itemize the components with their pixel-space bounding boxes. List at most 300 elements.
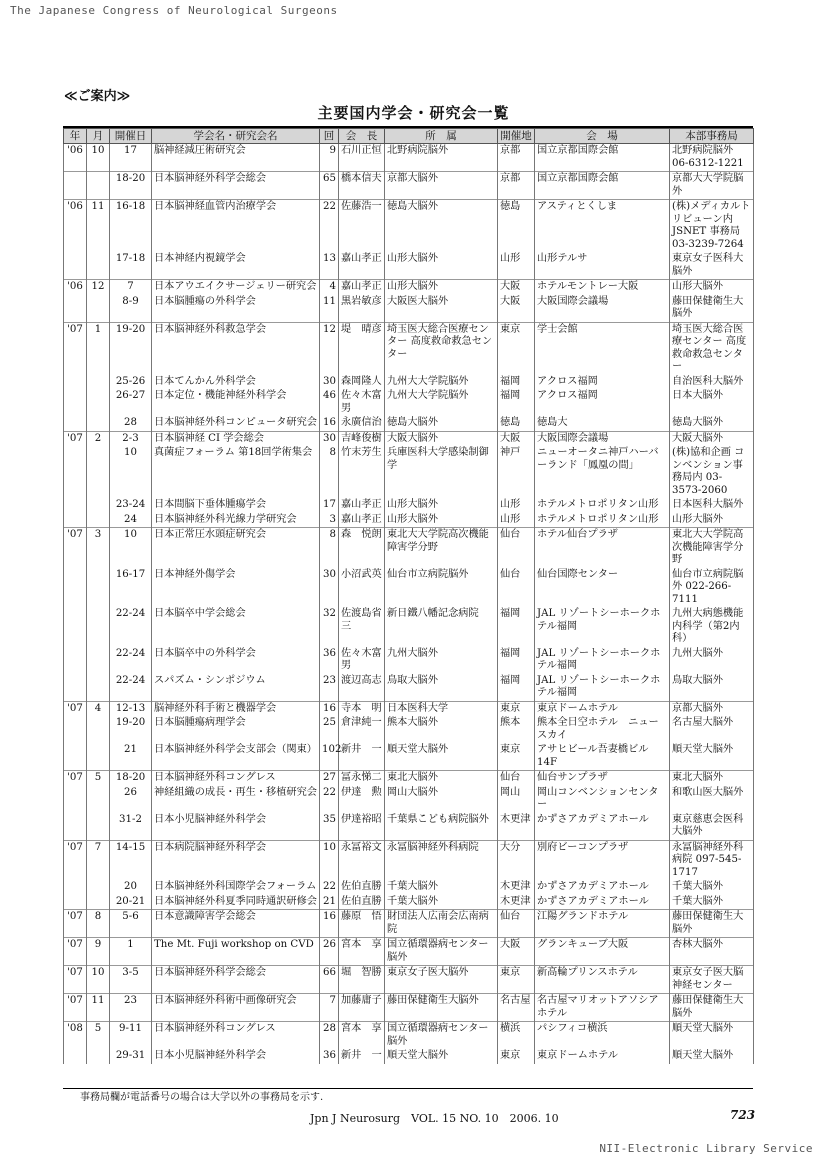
cell-date: 10 [110,446,152,498]
cell-session: 22 [320,786,339,813]
cell-president: 吉峰俊樹 [339,431,385,446]
table-row [64,252,754,280]
cell-venue: ホテルモントレー大阪 [535,280,670,295]
table-row [64,743,754,771]
cell-affiliation: 東北大大学院高次機能障害学分野 [385,528,498,568]
table-row [64,431,754,446]
cell-president: 嘉山孝正 [339,252,385,280]
cell-date: 7 [110,280,152,295]
cell-year: '08 [64,1022,87,1050]
cell-office: 名古屋大脳外 [670,716,754,743]
table-row [64,813,754,841]
cell-president: 竹末芳生 [339,446,385,498]
cell-year: '06 [64,200,87,253]
cell-office: 和歌山医大脳外 [670,786,754,813]
cell-date: 19-20 [110,716,152,743]
col-affiliation: 所 属 [385,129,498,144]
cell-session: 22 [320,880,339,895]
cell-venue: 国立京都国際会館 [535,172,670,200]
cell-president: 伊達 勲 [339,786,385,813]
cell-date: 24 [110,513,152,528]
cell-month [87,1049,110,1064]
cell-president: 小沼武英 [339,568,385,608]
cell-president: 永廣信治 [339,416,385,431]
cell-month [87,647,110,674]
cell-office: 順天堂大脳外 [670,1022,754,1050]
cell-office: 東京慈恵会医科大脳外 [670,813,754,841]
cell-conference: 日本脳神経血管内治療学会 [152,200,320,253]
cell-year: '07 [64,431,87,446]
cell-date: 26-27 [110,389,152,416]
cell-city: 京都 [498,144,535,172]
cell-president: 佐伯直勝 [339,880,385,895]
table-row [64,498,754,513]
cell-city: 東京 [498,743,535,771]
cell-session: 21 [320,895,339,910]
cell-city: 大阪 [498,938,535,966]
cell-year: '07 [64,910,87,938]
table-body [64,144,754,1064]
cell-date: 21 [110,743,152,771]
cell-city: 東京 [498,1049,535,1064]
cell-month [87,172,110,200]
cell-session: 8 [320,528,339,568]
cell-conference: 日本病院脳神経外科学会 [152,840,320,880]
col-president: 会 長 [339,129,385,144]
cell-city: 仙台 [498,910,535,938]
col-conference: 学会名・研究会名 [152,129,320,144]
cell-conference: 日本脳神経外科国際学会フォーラム [152,880,320,895]
cell-affiliation: 山形大脳外 [385,498,498,513]
cell-session: 22 [320,200,339,253]
cell-year [64,375,87,390]
table-row [64,375,754,390]
cell-session: 46 [320,389,339,416]
cell-affiliation: 九州大大学院脳外 [385,375,498,390]
cell-president: 佐藤浩一 [339,200,385,253]
cell-affiliation: 国立循環器病センター脳外 [385,938,498,966]
cell-year [64,252,87,280]
cell-date: 16-17 [110,568,152,608]
col-date: 開催日 [110,129,152,144]
table-row [64,513,754,528]
cell-office: 徳島大脳外 [670,416,754,431]
cell-president: 渡辺高志 [339,674,385,702]
cell-month: 12 [87,280,110,295]
cell-conference: 日本脳神経外科光線力学研究会 [152,513,320,528]
table-row [64,607,754,647]
cell-session: 4 [320,280,339,295]
cell-conference: 日本脳神経外科学会総会 [152,172,320,200]
cell-month [87,446,110,498]
cell-president: 宮本 享 [339,1022,385,1050]
cell-conference: The Mt. Fuji workshop on CVD [152,938,320,966]
cell-office: 東京女子医科大脳外 [670,252,754,280]
cell-office: 藤田保健衛生大脳外 [670,994,754,1022]
cell-month: 11 [87,994,110,1022]
cell-president: 佐々木富男 [339,389,385,416]
table-row [64,172,754,200]
cell-venue: 国立京都国際会館 [535,144,670,172]
cell-city: 仙台 [498,528,535,568]
cell-venue: 東京ドームホテル [535,1049,670,1064]
cell-conference: 日本脳神経 CI 学会総会 [152,431,320,446]
cell-office: 千葉大脳外 [670,895,754,910]
cell-year [64,295,87,323]
cell-president: 嘉山孝正 [339,280,385,295]
cell-president: 佐伯直勝 [339,895,385,910]
cell-office: 京都大大学院脳外 [670,172,754,200]
cell-date: 18-20 [110,771,152,786]
cell-office: 日本医科大脳外 [670,498,754,513]
cell-venue: 山形テルサ [535,252,670,280]
cell-session: 16 [320,416,339,431]
cell-office: 藤田保健衛生大脳外 [670,295,754,323]
cell-affiliation: 千葉大脳外 [385,880,498,895]
table-row [64,895,754,910]
cell-year: '07 [64,840,87,880]
cell-affiliation: 兵庫医科大学感染制御学 [385,446,498,498]
cell-date: 23 [110,994,152,1022]
cell-date: 18-20 [110,172,152,200]
cell-year [64,716,87,743]
cell-affiliation: 財団法人広南会広南病院 [385,910,498,938]
cell-president: 森岡隆人 [339,375,385,390]
cell-session: 27 [320,771,339,786]
cell-session: 17 [320,498,339,513]
cell-month: 4 [87,701,110,716]
table-row [64,322,754,375]
cell-office: 順天堂大脳外 [670,1049,754,1064]
cell-conference: 日本神経内視鏡学会 [152,252,320,280]
cell-month [87,880,110,895]
cell-city: 横浜 [498,1022,535,1050]
cell-president: 藤原 悟 [339,910,385,938]
cell-venue: JAL リゾートシーホークホテル福岡 [535,647,670,674]
cell-venue: ニューオータニ神戸ハーバーランド「鳳凰の間」 [535,446,670,498]
cell-office: 杏林大脳外 [670,938,754,966]
table-row [64,200,754,253]
cell-venue: 熊本全日空ホテル ニュースカイ [535,716,670,743]
cell-date: 22-24 [110,607,152,647]
cell-office: 山形大脳外 [670,280,754,295]
cell-venue: 大阪国際会議場 [535,295,670,323]
cell-date: 20-21 [110,895,152,910]
cell-city: 大分 [498,840,535,880]
cell-month: 8 [87,910,110,938]
cell-president: 佐々木富男 [339,647,385,674]
cell-month [87,743,110,771]
cell-conference: 脳神経外科手術と機器学会 [152,701,320,716]
page-number: 723 [730,1108,756,1122]
cell-month: 2 [87,431,110,446]
cell-date: 5-6 [110,910,152,938]
cell-venue: 徳島大 [535,416,670,431]
cell-affiliation: 東京女子医大脳外 [385,966,498,994]
cell-conference: 脳神経減圧術研究会 [152,144,320,172]
cell-month [87,568,110,608]
cell-month: 7 [87,840,110,880]
cell-city: 東京 [498,966,535,994]
cell-office: 鳥取大脳外 [670,674,754,702]
cell-affiliation: 千葉大脳外 [385,895,498,910]
cell-year: '07 [64,771,87,786]
cell-month [87,674,110,702]
cell-city: 熊本 [498,716,535,743]
cell-venue: 名古屋マリオットアソシアホテル [535,994,670,1022]
cell-venue: JAL リゾートシーホークホテル福岡 [535,674,670,702]
table-row [64,994,754,1022]
cell-president: 石川正恒 [339,144,385,172]
cell-year [64,674,87,702]
cell-venue: 大阪国際会議場 [535,431,670,446]
cell-session: 10 [320,840,339,880]
cell-session: 28 [320,1022,339,1050]
cell-year [64,172,87,200]
cell-office: 東京女子医大脳神経センター [670,966,754,994]
cell-venue: アクロス福岡 [535,375,670,390]
cell-office: 順天堂大脳外 [670,743,754,771]
cell-office: 東北大脳外 [670,771,754,786]
table-row [64,701,754,716]
table-row [64,840,754,880]
col-city: 開催地 [498,129,535,144]
cell-venue: 仙台サンプラザ [535,771,670,786]
cell-session: 8 [320,446,339,498]
cell-office: 九州大脳外 [670,647,754,674]
cell-session: 32 [320,607,339,647]
cell-date: 3-5 [110,966,152,994]
cell-city: 福岡 [498,607,535,647]
cell-date: 22-24 [110,674,152,702]
cell-venue: 仙台国際センター [535,568,670,608]
cell-month [87,813,110,841]
cell-president: 嘉山孝正 [339,498,385,513]
cell-date: 1 [110,938,152,966]
table-row [64,647,754,674]
cell-session: 65 [320,172,339,200]
cell-city: 仙台 [498,771,535,786]
cell-date: 17 [110,144,152,172]
cell-date: 14-15 [110,840,152,880]
table-row [64,1049,754,1064]
cell-president: 新井 一 [339,743,385,771]
cell-president: 堤 晴彦 [339,322,385,375]
cell-affiliation: 山形大脳外 [385,513,498,528]
table-row [64,295,754,323]
cell-venue: ホテルメトロポリタン山形 [535,498,670,513]
table-row [64,716,754,743]
table-row [64,280,754,295]
cell-year [64,513,87,528]
table-row [64,568,754,608]
page-title: 主要国内学会・研究会一覧 [317,104,510,122]
cell-year [64,880,87,895]
cell-year [64,786,87,813]
cell-city: 徳島 [498,416,535,431]
cell-month: 3 [87,528,110,568]
cell-affiliation: 埼玉医大総合医療センター 高度救命救急センター [385,322,498,375]
cell-month [87,252,110,280]
cell-venue: 江陽グランドホテル [535,910,670,938]
cell-city: 木更津 [498,813,535,841]
cell-session: 23 [320,674,339,702]
cell-date: 17-18 [110,252,152,280]
cell-month [87,498,110,513]
cell-month [87,786,110,813]
cell-president: 新井 一 [339,1049,385,1064]
cell-president: 寺本 明 [339,701,385,716]
cell-president: 加藤庸子 [339,994,385,1022]
cell-president: 倉津純一 [339,716,385,743]
cell-year [64,895,87,910]
table-row [64,786,754,813]
cell-venue: かずさアカデミアホール [535,895,670,910]
table-row [64,938,754,966]
cell-affiliation: 東北大脳外 [385,771,498,786]
table-row [64,880,754,895]
cell-year [64,1049,87,1064]
cell-conference: 日本脳神経外科夏季同時通訳研修会 [152,895,320,910]
cell-president: 佐渡島省三 [339,607,385,647]
cell-venue: 岡山コンベンションセンター [535,786,670,813]
cell-year [64,743,87,771]
cell-affiliation: 大阪医大脳外 [385,295,498,323]
cell-affiliation: 大阪大脳外 [385,431,498,446]
cell-session: 36 [320,647,339,674]
cell-city: 福岡 [498,389,535,416]
cell-year: '07 [64,528,87,568]
cell-venue: かずさアカデミアホール [535,880,670,895]
cell-venue: アスティとくしま [535,200,670,253]
cell-session: 13 [320,252,339,280]
cell-year: '07 [64,322,87,375]
cell-city: 名古屋 [498,994,535,1022]
cell-affiliation: 千葉県こども病院脳外 [385,813,498,841]
cell-affiliation: 山形大脳外 [385,252,498,280]
cell-affiliation: 国立循環器病センター脳外 [385,1022,498,1050]
cell-conference: 日本意識障害学会総会 [152,910,320,938]
table-row [64,389,754,416]
cell-month [87,607,110,647]
cell-date: 26 [110,786,152,813]
cell-conference: 日本小児脳神経外科学会 [152,1049,320,1064]
cell-venue: 別府ビーコンプラザ [535,840,670,880]
col-year: 年 [64,129,87,144]
cell-office: 仙台市立病院脳外 022-266-7111 [670,568,754,608]
cell-office: 山形大脳外 [670,513,754,528]
cell-office: 藤田保健衛生大脳外 [670,910,754,938]
cell-month [87,389,110,416]
cell-city: 山形 [498,252,535,280]
cell-year [64,647,87,674]
cell-president: 嘉山孝正 [339,513,385,528]
table-row [64,446,754,498]
cell-venue: かずさアカデミアホール [535,813,670,841]
cell-year: '06 [64,280,87,295]
cell-conference: 日本脳卒中学会総会 [152,607,320,647]
cell-month: 1 [87,322,110,375]
cell-conference: 日本脳神経外科コングレス [152,771,320,786]
cell-city: 神戸 [498,446,535,498]
cell-city: 大阪 [498,431,535,446]
cell-conference: 真菌症フォーラム 第18回学術集会 [152,446,320,498]
cell-president: 冨永悌二 [339,771,385,786]
cell-conference: 日本定位・機能神経外科学会 [152,389,320,416]
col-venue: 会 場 [535,129,670,144]
cell-month [87,895,110,910]
cell-session: 30 [320,431,339,446]
cell-president: 堀 智勝 [339,966,385,994]
archive-footer: NII-Electronic Library Service [599,1142,813,1155]
cell-date: 23-24 [110,498,152,513]
cell-conference: 日本脳神経外科学会支部会（関東） [152,743,320,771]
cell-year: '07 [64,938,87,966]
cell-conference: 日本脳神経外科術中画像研究会 [152,994,320,1022]
table-row [64,966,754,994]
cell-conference: 日本脳神経外科救急学会 [152,322,320,375]
cell-conference: 日本脳神経外科コングレス [152,1022,320,1050]
cell-month [87,295,110,323]
cell-date: 22-24 [110,647,152,674]
cell-city: 東京 [498,701,535,716]
cell-month: 10 [87,144,110,172]
cell-session: 3 [320,513,339,528]
cell-conference: 日本アウエイクサージェリー研究会 [152,280,320,295]
cell-session: 36 [320,1049,339,1064]
cell-conference: スパズム・シンポジウム [152,674,320,702]
cell-session: 12 [320,322,339,375]
cell-date: 16-18 [110,200,152,253]
cell-year [64,389,87,416]
cell-date: 20 [110,880,152,895]
cell-session: 102 [320,743,339,771]
cell-city: 山形 [498,513,535,528]
cell-office: 千葉大脳外 [670,880,754,895]
cell-session: 26 [320,938,339,966]
cell-city: 福岡 [498,674,535,702]
cell-city: 大阪 [498,295,535,323]
cell-president: 橋本信夫 [339,172,385,200]
cell-office: 東北大大学院高次機能障害学分野 [670,528,754,568]
cell-year: '07 [64,994,87,1022]
col-session: 回 [320,129,339,144]
cell-date: 8-9 [110,295,152,323]
cell-month: 11 [87,200,110,253]
cell-venue: 学士会館 [535,322,670,375]
cell-date: 12-13 [110,701,152,716]
cell-year: '06 [64,144,87,172]
cell-conference: 日本脳腫瘍病理学会 [152,716,320,743]
cell-affiliation: 九州大大学院脳外 [385,389,498,416]
cell-city: 京都 [498,172,535,200]
cell-office: 自治医科大脳外 [670,375,754,390]
conference-table [63,128,754,1064]
table-header [64,129,754,144]
cell-date: 31-2 [110,813,152,841]
cell-affiliation: 熊本大脳外 [385,716,498,743]
cell-month: 10 [87,966,110,994]
cell-date: 19-20 [110,322,152,375]
cell-month: 5 [87,1022,110,1050]
cell-venue: 東京ドームホテル [535,701,670,716]
cell-conference: 日本脳腫瘍の外科学会 [152,295,320,323]
cell-conference: 日本正常圧水頭症研究会 [152,528,320,568]
cell-affiliation: 順天堂大脳外 [385,1049,498,1064]
cell-date: 25-26 [110,375,152,390]
journal-citation: Jpn J Neurosurg VOL. 15 NO. 10 2006. 10 [310,1112,559,1125]
cell-year: '07 [64,701,87,716]
